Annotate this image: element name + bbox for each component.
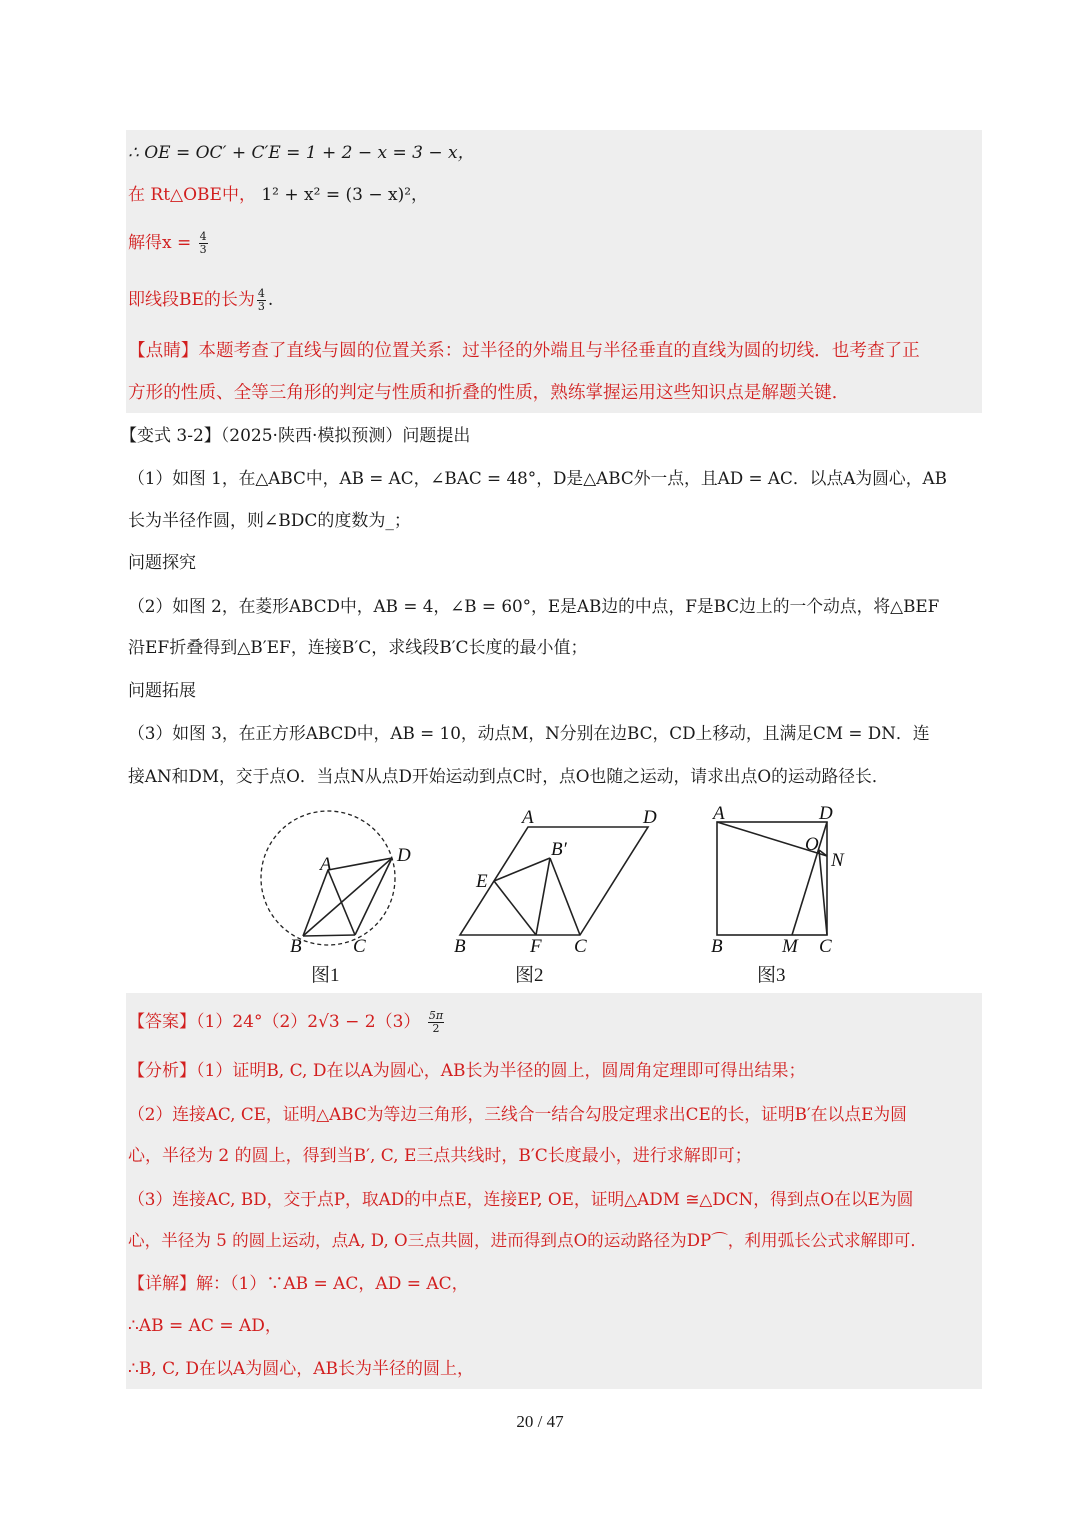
analysis-text-2: （2）连接AC, CE，证明△ABC为等边三角形，三线合一结合勾股定理求出CE的长，证明B′在以点E为圆 [128, 1104, 907, 1124]
detail-text-2: ∴AB = AC = AD， [128, 1316, 282, 1336]
figure-2-caption: 图2 [515, 965, 544, 986]
section-extend-text: 问题拓展 [128, 681, 196, 701]
figure-2-label-d: D [643, 807, 657, 828]
analysis-text-5: 心，半径为 5 的圆上运动，点A, D, O三点共圆，进而得到点O的运动路径为DP⌒，利用弧长公式求解即可． [128, 1231, 927, 1250]
figure-1-diagram [252, 800, 432, 970]
note-text-2: 方形的性质、全等三角形的判定与性质和折叠的性质，熟练掌握运用这些知识点是解题关键． [128, 383, 850, 403]
analysis-line-4 [128, 1187, 913, 1211]
figure-2-label-c: C [574, 936, 587, 957]
figure-3-label-c: C [819, 936, 832, 957]
detail-line-2 [128, 1314, 282, 1338]
fraction-be-length [257, 288, 266, 313]
solution-line-be-prefix: 即线段BE的长为 [128, 290, 255, 310]
detail-line-3 [128, 1357, 474, 1381]
detail-line-1 [128, 1272, 469, 1296]
question-2-text-2: 沿EF折叠得到△B′EF，连接B′C，求线段B′C长度的最小值； [128, 638, 588, 658]
figure-1-label-c: C [353, 936, 366, 957]
solution-line-be-suffix: . [267, 290, 274, 310]
figure-3-diagram [705, 800, 865, 960]
question-1-text-2: 长为半径作圆，则∠BDC的度数为_； [128, 511, 411, 531]
figure-1-label-d: D [397, 845, 411, 866]
question-3-text-2: 接AN和DM，交于点O．当点N从点D开始运动到点C时，点O也随之运动，请求出点O的运动路径长． [128, 766, 889, 786]
question-3-text-1: （3）如图 3，在正方形ABCD中，AB = 10，动点M，N分别在边BC，CD上移动，且满足CM = DN．连 [128, 723, 930, 743]
solution-line-rt-prefix: 在 Rt△OBE中， [128, 185, 256, 205]
analysis-line-3 [128, 1144, 752, 1168]
answer-fraction [428, 1010, 444, 1035]
question-2-line-2 [128, 636, 588, 660]
figure-3-label-b: B [711, 936, 723, 957]
solution-line-solve [128, 231, 210, 256]
solution-line-oe-text: ∴ OE = OC′ + C′E = 1 + 2 − x = 3 − x， [128, 143, 475, 163]
fraction-denominator: 3 [199, 243, 207, 256]
answer-line [128, 1010, 446, 1035]
figure-2-diagram [448, 800, 673, 960]
fraction-denominator: 2 [432, 1022, 440, 1035]
analysis-line-1 [128, 1059, 806, 1083]
question-3-line-2 [128, 764, 889, 788]
question-1-line-2 [128, 509, 411, 533]
figure-2-label-f: F [530, 936, 542, 957]
problem-header-source: （2025·陕西·模拟预测）问题提出 [220, 426, 471, 446]
fraction-numerator: 4 [257, 287, 265, 300]
analysis-line-2 [128, 1102, 907, 1126]
answer-label: 【答案】 [128, 1012, 196, 1032]
figure-2-label-a: A [522, 807, 534, 828]
question-1-text-1: （1）如图 1，在△ABC中，AB = AC，∠BAC = 48°，D是△ABC外一点，且AD = AC．以点A为圆心，AB [128, 468, 947, 488]
figure-1-label-a: A [320, 854, 332, 875]
figure-1-lines [303, 858, 392, 936]
fraction-numerator: 5π [428, 1009, 444, 1022]
note-label: 【点睛】 [128, 341, 199, 361]
solution-shade-top [126, 130, 982, 413]
note-text-1: 本题考查了直线与圆的位置关系：过半径的外端且与半径垂直的直线为圆的切线．也考查了正 [198, 341, 920, 361]
figure-2-label-b: B [454, 936, 466, 957]
analysis-text-3: 心，半径为 2 的圆上，得到当B′, C, E三点共线时，B′C长度最小，进行求解即可； [128, 1146, 752, 1166]
problem-header-label: 【变式 3-2】 [120, 426, 221, 446]
analysis-label: 【分析】 [128, 1061, 196, 1081]
solution-line-rt-math: 1² + x² = (3 − x)²， [261, 185, 429, 205]
figure-1-dashed-circle [261, 811, 395, 945]
figure-3-label-a: A [713, 803, 725, 824]
figure-3-label-o: O [805, 834, 819, 855]
section-explore-text: 问题探究 [128, 553, 196, 573]
fraction-numerator: 4 [199, 230, 207, 243]
problem-header [120, 424, 470, 448]
question-2-line-1 [128, 594, 939, 618]
figure-3-label-n: N [831, 850, 844, 871]
answer-text: （1）24°（2）2√3 − 2（3） [196, 1012, 421, 1032]
note-line-1 [128, 339, 920, 363]
figure-1-caption: 图1 [311, 965, 340, 986]
question-1-line-1 [128, 466, 947, 490]
question-3-line-1 [128, 721, 929, 745]
fraction-four-thirds [199, 231, 208, 256]
detail-text-3: ∴B, C, D在以A为圆心，AB长为半径的圆上， [128, 1359, 475, 1379]
solution-line-rt [128, 183, 428, 207]
detail-text-1: 解：（1）∵AB = AC，AD = AC， [196, 1274, 469, 1294]
figure-2-label-b-prime: B′ [551, 839, 567, 860]
figure-3-caption: 图3 [757, 965, 786, 986]
solution-line-oe [128, 141, 475, 165]
question-2-text-1: （2）如图 2，在菱形ABCD中，AB = 4，∠B = 60°，E是AB边的中点，F是BC边上的一个动点，将△BEF [128, 596, 940, 616]
figure-1-label-b: B [290, 936, 302, 957]
detail-label: 【详解】 [128, 1274, 196, 1294]
figure-2-label-e: E [476, 871, 488, 892]
section-explore [128, 551, 196, 575]
page-number: 20 / 47 [516, 1412, 564, 1431]
analysis-line-5 [128, 1229, 927, 1253]
fraction-denominator: 3 [257, 300, 265, 313]
figure-3-label-d: D [819, 803, 833, 824]
section-extend [128, 679, 196, 703]
solution-line-solve-prefix: 解得x = [128, 233, 192, 253]
analysis-text-4: （3）连接AC, BD，交于点P，取AD的中点E，连接EP, OE，证明△ADM ≅△DCN，得到点O在以E为圆 [128, 1189, 914, 1209]
analysis-text-1: （1）证明B, C, D在以A为圆心，AB长为半径的圆上，圆周角定理即可得出结果； [196, 1061, 806, 1081]
solution-line-be [128, 288, 273, 313]
note-line-2 [128, 381, 849, 405]
figure-3-label-m: M [782, 936, 798, 957]
